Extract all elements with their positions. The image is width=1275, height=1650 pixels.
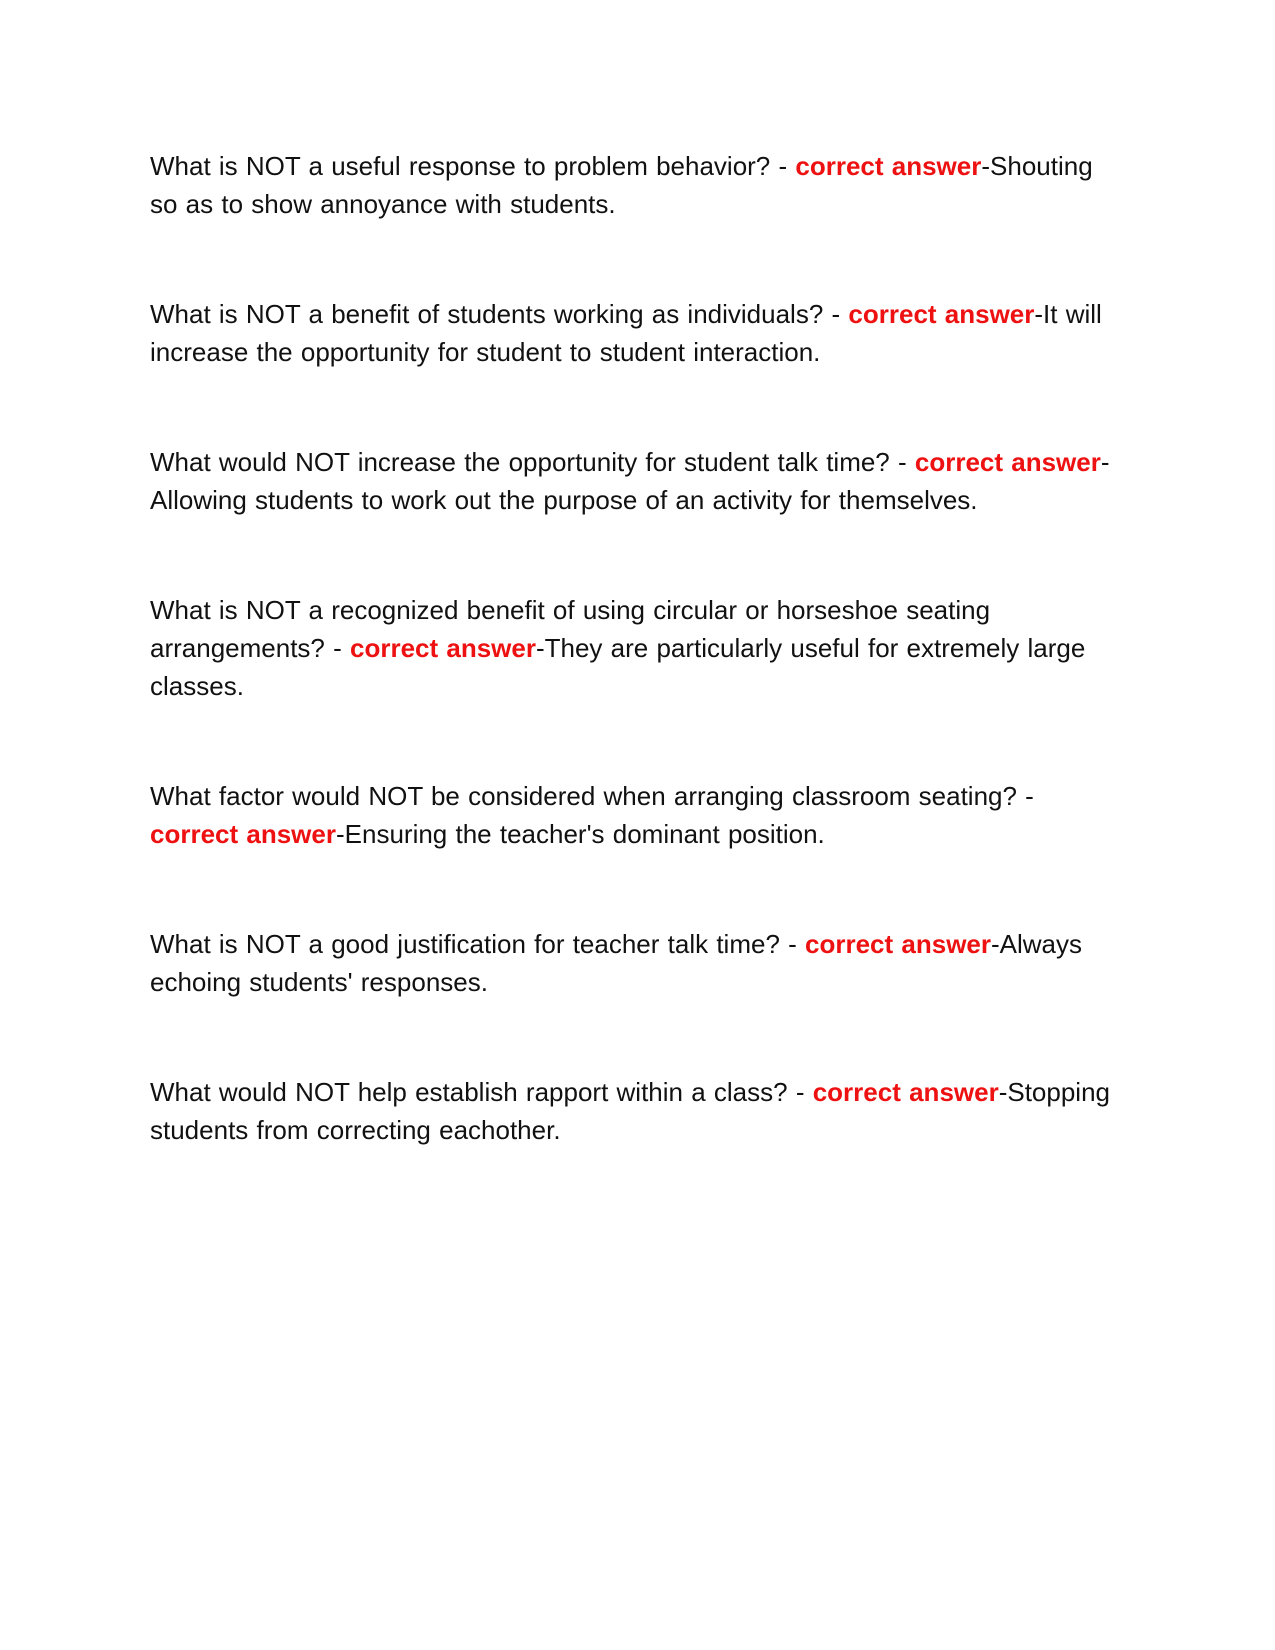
qa-item — [150, 443, 1125, 519]
qa-item — [150, 295, 1125, 371]
question-text: What would NOT increase the opportunity for student talk time? - — [150, 447, 915, 477]
question-text: What is NOT a useful response to problem behavior? - — [150, 151, 796, 181]
qa-item — [150, 777, 1125, 853]
answer-text: -They are particularly useful for extremely large classes. — [150, 633, 1086, 701]
correct-answer-label: correct answer — [795, 151, 982, 181]
qa-item — [150, 1073, 1125, 1149]
qa-list — [150, 147, 1125, 1221]
qa-item — [150, 925, 1125, 1001]
correct-answer-label: correct answer — [349, 633, 536, 663]
correct-answer-label: correct answer — [914, 447, 1101, 477]
question-text: What would NOT help establish rapport within a class? - — [150, 1077, 813, 1107]
question-text: What is NOT a good justification for teacher talk time? - — [150, 929, 806, 959]
answer-text: -Stopping students from correcting eachother. — [150, 1077, 1111, 1145]
correct-answer-label: correct answer — [848, 299, 1035, 329]
answer-text: -It will increase the opportunity for student to student interaction. — [150, 299, 1102, 367]
qa-item — [150, 147, 1125, 223]
correct-answer-label: correct answer — [805, 929, 991, 959]
question-text: What factor would NOT be considered when arranging classroom seating? - — [150, 781, 1034, 811]
answer-text: -Shouting so as to show annoyance with students. — [150, 151, 1093, 219]
answer-text: -Always echoing students' responses. — [150, 929, 1083, 997]
question-text: What is NOT a benefit of students working as individuals? - — [150, 299, 849, 329]
answer-text: -Ensuring the teacher's dominant position. — [335, 819, 825, 849]
answer-text: -Allowing students to work out the purpose of an activity for themselves. — [150, 447, 1110, 515]
correct-answer-label: correct answer — [812, 1077, 999, 1107]
qa-item — [150, 591, 1125, 705]
question-text: What is NOT a recognized benefit of using circular or horseshoe seating arrangements? - — [150, 595, 991, 663]
correct-answer-label: correct answer — [150, 819, 336, 849]
